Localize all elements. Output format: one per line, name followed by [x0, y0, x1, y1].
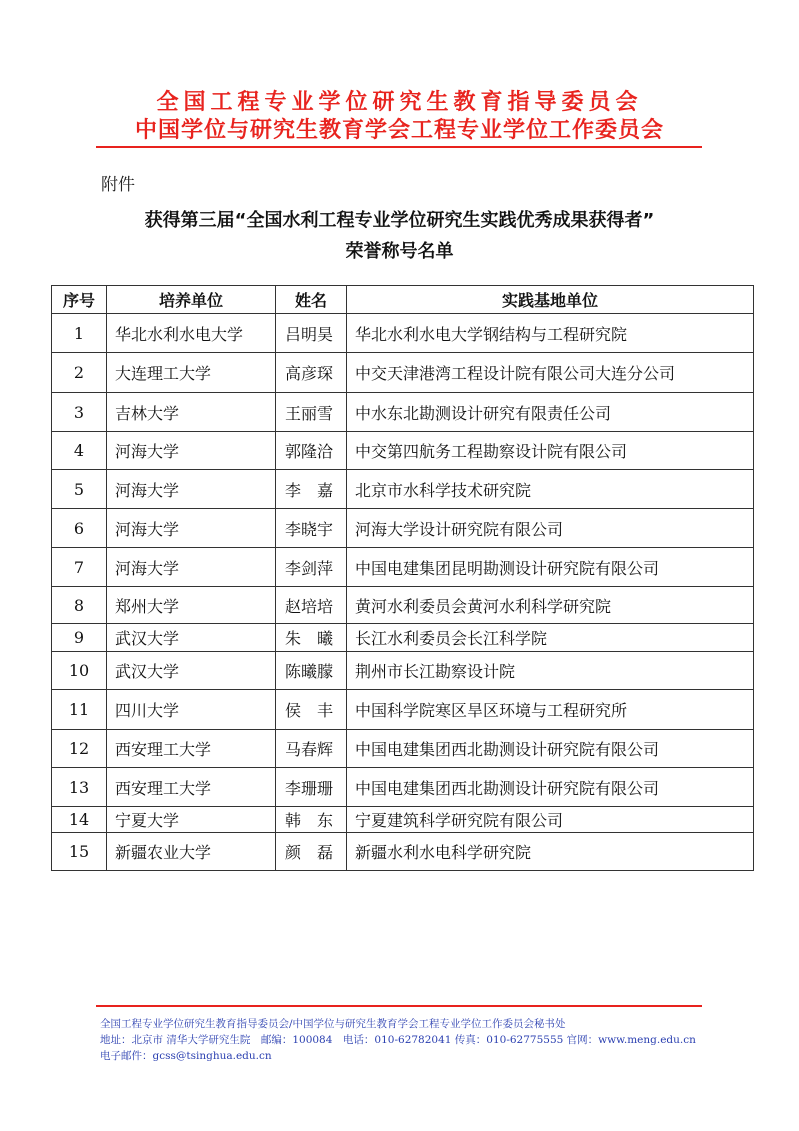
- row-school: 河海大学: [107, 432, 276, 470]
- table-row: [52, 353, 754, 393]
- table-row: [52, 432, 754, 470]
- row-base: 中国电建集团西北勘测设计研究院有限公司: [347, 768, 754, 807]
- row-index: 14: [52, 807, 107, 833]
- table-row: [52, 730, 754, 768]
- row-school: 华北水利水电大学: [107, 314, 276, 353]
- row-base: 中国电建集团西北勘测设计研究院有限公司: [347, 730, 754, 768]
- row-name: 李 嘉: [276, 470, 347, 509]
- table-row: [52, 470, 754, 509]
- row-name: 马春辉: [276, 730, 347, 768]
- row-name: 韩 东: [276, 807, 347, 833]
- table-header-row: [52, 286, 754, 314]
- table-row: [52, 548, 754, 587]
- row-index: 2: [52, 353, 107, 393]
- row-base: 北京市水科学技术研究院: [347, 470, 754, 509]
- row-name: 赵培培: [276, 587, 347, 624]
- row-base: 中国科学院寒区旱区环境与工程研究所: [347, 690, 754, 730]
- row-base: 新疆水利水电科学研究院: [347, 833, 754, 871]
- row-name: 陈曦朦: [276, 652, 347, 690]
- row-name: 吕明昊: [276, 314, 347, 353]
- row-school: 宁夏大学: [107, 807, 276, 833]
- column-header-school: 培养单位: [107, 286, 276, 314]
- row-school: 河海大学: [107, 470, 276, 509]
- row-school: 吉林大学: [107, 393, 276, 432]
- footer-contact: 地址：北京市 清华大学研究生院 邮编：100084 电话：010-62782041 传真：010-62775555 官网：www.meng.edu.cn: [100, 1034, 696, 1046]
- row-index: 13: [52, 768, 107, 807]
- row-name: 李晓宇: [276, 509, 347, 548]
- row-school: 河海大学: [107, 509, 276, 548]
- row-name: 郭隆洽: [276, 432, 347, 470]
- table-row: [52, 587, 754, 624]
- row-school: 大连理工大学: [107, 353, 276, 393]
- row-base: 河海大学设计研究院有限公司: [347, 509, 754, 548]
- row-index: 12: [52, 730, 107, 768]
- row-school: 西安理工大学: [107, 730, 276, 768]
- row-base: 中国电建集团昆明勘测设计研究院有限公司: [347, 548, 754, 587]
- row-school: 新疆农业大学: [107, 833, 276, 871]
- row-base: 黄河水利委员会黄河水利科学研究院: [347, 587, 754, 624]
- table-row: [52, 624, 754, 652]
- row-base: 荆州市长江勘察设计院: [347, 652, 754, 690]
- row-school: 郑州大学: [107, 587, 276, 624]
- column-header-index: 序号: [52, 286, 107, 314]
- row-index: 6: [52, 509, 107, 548]
- column-header-base: 实践基地单位: [347, 286, 754, 314]
- row-name: 颜 磊: [276, 833, 347, 871]
- row-base: 长江水利委员会长江科学院: [347, 624, 754, 652]
- row-index: 5: [52, 470, 107, 509]
- table-row: [52, 768, 754, 807]
- document-title: 获得第三届“全国水利工程专业学位研究生实践优秀成果获得者”: [144, 210, 655, 231]
- attachment-label: 附件: [101, 175, 135, 195]
- table-row: [52, 833, 754, 871]
- document-subtitle: 荣誉称号名单: [345, 241, 454, 262]
- table-row: [52, 509, 754, 548]
- row-index: 8: [52, 587, 107, 624]
- column-header-name: 姓名: [276, 286, 347, 314]
- row-name: 王丽雪: [276, 393, 347, 432]
- row-name: 侯 丰: [276, 690, 347, 730]
- row-index: 9: [52, 624, 107, 652]
- table-row: [52, 652, 754, 690]
- row-index: 7: [52, 548, 107, 587]
- row-index: 1: [52, 314, 107, 353]
- row-index: 3: [52, 393, 107, 432]
- header-org-name: 全国工程专业学位研究生教育指导委员会: [156, 90, 643, 115]
- row-school: 河海大学: [107, 548, 276, 587]
- row-base: 宁夏建筑科学研究院有限公司: [347, 807, 754, 833]
- table-row: [52, 393, 754, 432]
- row-index: 10: [52, 652, 107, 690]
- footer-divider: [96, 1005, 702, 1007]
- row-index: 15: [52, 833, 107, 871]
- footer-secretariat: 全国工程专业学位研究生教育指导委员会/中国学位与研究生教育学会工程专业学位工作委员会秘书处: [100, 1018, 566, 1030]
- row-index: 4: [52, 432, 107, 470]
- row-base: 中交第四航务工程勘察设计院有限公司: [347, 432, 754, 470]
- row-base: 中水东北勘测设计研究有限责任公司: [347, 393, 754, 432]
- row-school: 武汉大学: [107, 652, 276, 690]
- row-name: 李珊珊: [276, 768, 347, 807]
- row-school: 四川大学: [107, 690, 276, 730]
- row-school: 武汉大学: [107, 624, 276, 652]
- row-name: 朱 曦: [276, 624, 347, 652]
- table-row: [52, 314, 754, 353]
- honoree-table: [51, 285, 754, 871]
- row-school: 西安理工大学: [107, 768, 276, 807]
- header-divider: [96, 146, 702, 148]
- row-base: 华北水利水电大学钢结构与工程研究院: [347, 314, 754, 353]
- footer-email: 电子邮件：gcss@tsinghua.edu.cn: [100, 1050, 272, 1062]
- row-base: 中交天津港湾工程设计院有限公司大连分公司: [347, 353, 754, 393]
- row-name: 李剑萍: [276, 548, 347, 587]
- row-name: 高彦琛: [276, 353, 347, 393]
- row-index: 11: [52, 690, 107, 730]
- header-org-name-secondary: 中国学位与研究生教育学会工程专业学位工作委员会: [134, 118, 664, 143]
- table-row: [52, 807, 754, 833]
- table-row: [52, 690, 754, 730]
